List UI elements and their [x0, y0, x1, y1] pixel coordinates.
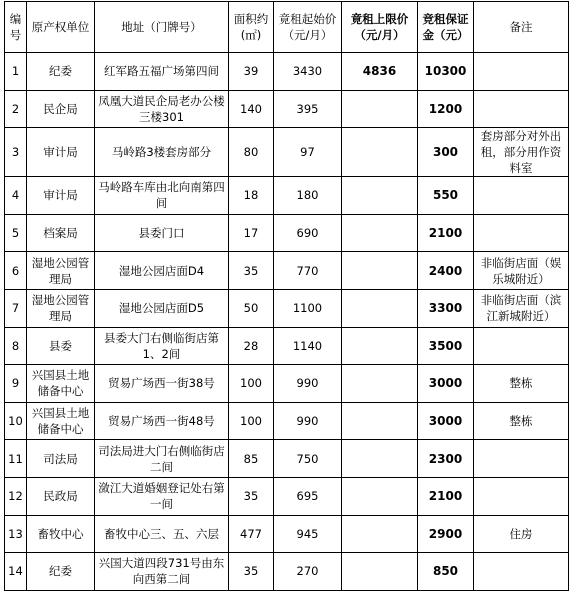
cell-address: 县委大门右侧临街店第1、2间 [95, 327, 229, 365]
cell-start-rent: 990 [274, 402, 342, 440]
table-row [5, 252, 569, 290]
cell-remark [474, 477, 569, 515]
cell-remark [474, 177, 569, 215]
cell-unit: 畜牧中心 [27, 515, 95, 553]
cell-address: 潋江大道婚姻登记处右第一间 [95, 477, 229, 515]
cell-area: 18 [229, 177, 274, 215]
cell-cap [342, 553, 418, 591]
cell-deposit: 2400 [418, 252, 474, 290]
cell-cap: 4836 [342, 53, 418, 91]
cell-no: 10 [5, 402, 27, 440]
cell-address: 凤凰大道民企局老办公楼三楼301 [95, 90, 229, 128]
cell-cap [342, 214, 418, 252]
cell-remark: 非临街店面（娱乐城附近） [474, 252, 569, 290]
cell-start-rent: 695 [274, 477, 342, 515]
cell-start-rent: 180 [274, 177, 342, 215]
cell-cap [342, 477, 418, 515]
cell-unit: 湿地公园管理局 [27, 289, 95, 327]
header-no: 编号 [5, 2, 27, 53]
cell-unit: 纪委 [27, 553, 95, 591]
cell-cap [342, 365, 418, 403]
cell-remark: 套房部分对外出租，部分用作资料室 [474, 128, 569, 177]
cell-area: 100 [229, 402, 274, 440]
cell-no: 3 [5, 128, 27, 177]
table-row [5, 289, 569, 327]
cell-remark: 整栋 [474, 365, 569, 403]
cell-deposit: 10300 [418, 53, 474, 91]
cell-remark [474, 440, 569, 478]
table-row [5, 53, 569, 91]
table-row [5, 477, 569, 515]
cell-area: 35 [229, 477, 274, 515]
cell-remark: 整栋 [474, 402, 569, 440]
cell-cap [342, 90, 418, 128]
cell-remark [474, 214, 569, 252]
rental-auction-table [4, 1, 569, 591]
cell-cap [342, 402, 418, 440]
cell-address: 兴国大道四段731号由东向西第二间 [95, 553, 229, 591]
cell-deposit: 2300 [418, 440, 474, 478]
cell-unit: 兴国县土地储备中心 [27, 365, 95, 403]
cell-address: 畜牧中心三、五、六层 [95, 515, 229, 553]
cell-no: 13 [5, 515, 27, 553]
cell-address: 湿地公园店面D4 [95, 252, 229, 290]
cell-cap [342, 327, 418, 365]
cell-area: 35 [229, 252, 274, 290]
cell-deposit: 1200 [418, 90, 474, 128]
cell-area: 100 [229, 365, 274, 403]
cell-area: 85 [229, 440, 274, 478]
cell-address: 马岭路3楼套房部分 [95, 128, 229, 177]
cell-start-rent: 1100 [274, 289, 342, 327]
cell-area: 39 [229, 53, 274, 91]
header-unit: 原产权单位 [27, 2, 95, 53]
cell-deposit: 3300 [418, 289, 474, 327]
header-start-rent: 竟租起始价（元/月） [274, 2, 342, 53]
table-row [5, 128, 569, 177]
table-row [5, 327, 569, 365]
header-address: 地址（门牌号） [95, 2, 229, 53]
table-row [5, 365, 569, 403]
cell-area: 140 [229, 90, 274, 128]
table-row [5, 553, 569, 591]
cell-no: 12 [5, 477, 27, 515]
cell-remark [474, 53, 569, 91]
cell-start-rent: 3430 [274, 53, 342, 91]
cell-cap [342, 440, 418, 478]
cell-no: 4 [5, 177, 27, 215]
cell-area: 35 [229, 553, 274, 591]
header-row [5, 2, 569, 53]
cell-no: 5 [5, 214, 27, 252]
cell-unit: 纪委 [27, 53, 95, 91]
table-row [5, 402, 569, 440]
table-row [5, 214, 569, 252]
cell-unit: 民政局 [27, 477, 95, 515]
cell-area: 28 [229, 327, 274, 365]
header-area: 面积约(㎡) [229, 2, 274, 53]
cell-deposit: 2100 [418, 477, 474, 515]
cell-no: 11 [5, 440, 27, 478]
cell-unit: 司法局 [27, 440, 95, 478]
cell-address: 县委门口 [95, 214, 229, 252]
cell-remark: 住房 [474, 515, 569, 553]
table-row [5, 177, 569, 215]
cell-unit: 审计局 [27, 177, 95, 215]
cell-start-rent: 770 [274, 252, 342, 290]
cell-remark: 非临街店面（滨江新城附近） [474, 289, 569, 327]
cell-cap [342, 252, 418, 290]
header-remark: 备注 [474, 2, 569, 53]
cell-unit: 审计局 [27, 128, 95, 177]
cell-cap [342, 289, 418, 327]
cell-no: 8 [5, 327, 27, 365]
header-deposit: 竞租保证金（元） [418, 2, 474, 53]
cell-start-rent: 395 [274, 90, 342, 128]
table-row [5, 440, 569, 478]
cell-address: 湿地公园店面D5 [95, 289, 229, 327]
cell-remark [474, 327, 569, 365]
cell-start-rent: 270 [274, 553, 342, 591]
cell-start-rent: 690 [274, 214, 342, 252]
cell-deposit: 2100 [418, 214, 474, 252]
cell-address: 贸易广场西一街48号 [95, 402, 229, 440]
cell-cap [342, 515, 418, 553]
cell-start-rent: 990 [274, 365, 342, 403]
cell-deposit: 550 [418, 177, 474, 215]
cell-no: 9 [5, 365, 27, 403]
cell-address: 贸易广场西一街38号 [95, 365, 229, 403]
cell-unit: 县委 [27, 327, 95, 365]
cell-address: 红军路五福广场第四间 [95, 53, 229, 91]
cell-address: 司法局进大门右侧临街店二间 [95, 440, 229, 478]
table-row [5, 515, 569, 553]
cell-start-rent: 1140 [274, 327, 342, 365]
cell-unit: 档案局 [27, 214, 95, 252]
table-row [5, 90, 569, 128]
cell-deposit: 850 [418, 553, 474, 591]
cell-remark [474, 553, 569, 591]
cell-cap [342, 128, 418, 177]
cell-no: 14 [5, 553, 27, 591]
cell-unit: 民企局 [27, 90, 95, 128]
cell-remark [474, 90, 569, 128]
cell-deposit: 2900 [418, 515, 474, 553]
cell-unit: 湿地公园管理局 [27, 252, 95, 290]
cell-deposit: 3000 [418, 402, 474, 440]
cell-start-rent: 750 [274, 440, 342, 478]
cell-area: 80 [229, 128, 274, 177]
cell-no: 7 [5, 289, 27, 327]
cell-unit: 兴国县土地储备中心 [27, 402, 95, 440]
cell-no: 2 [5, 90, 27, 128]
cell-start-rent: 97 [274, 128, 342, 177]
cell-area: 50 [229, 289, 274, 327]
header-cap: 竟租上限价（元/月） [342, 2, 418, 53]
cell-cap [342, 177, 418, 215]
cell-deposit: 300 [418, 128, 474, 177]
cell-area: 477 [229, 515, 274, 553]
cell-area: 17 [229, 214, 274, 252]
cell-no: 6 [5, 252, 27, 290]
cell-deposit: 3500 [418, 327, 474, 365]
cell-no: 1 [5, 53, 27, 91]
cell-deposit: 3000 [418, 365, 474, 403]
cell-start-rent: 945 [274, 515, 342, 553]
cell-address: 马岭路车库由北向南第四间 [95, 177, 229, 215]
